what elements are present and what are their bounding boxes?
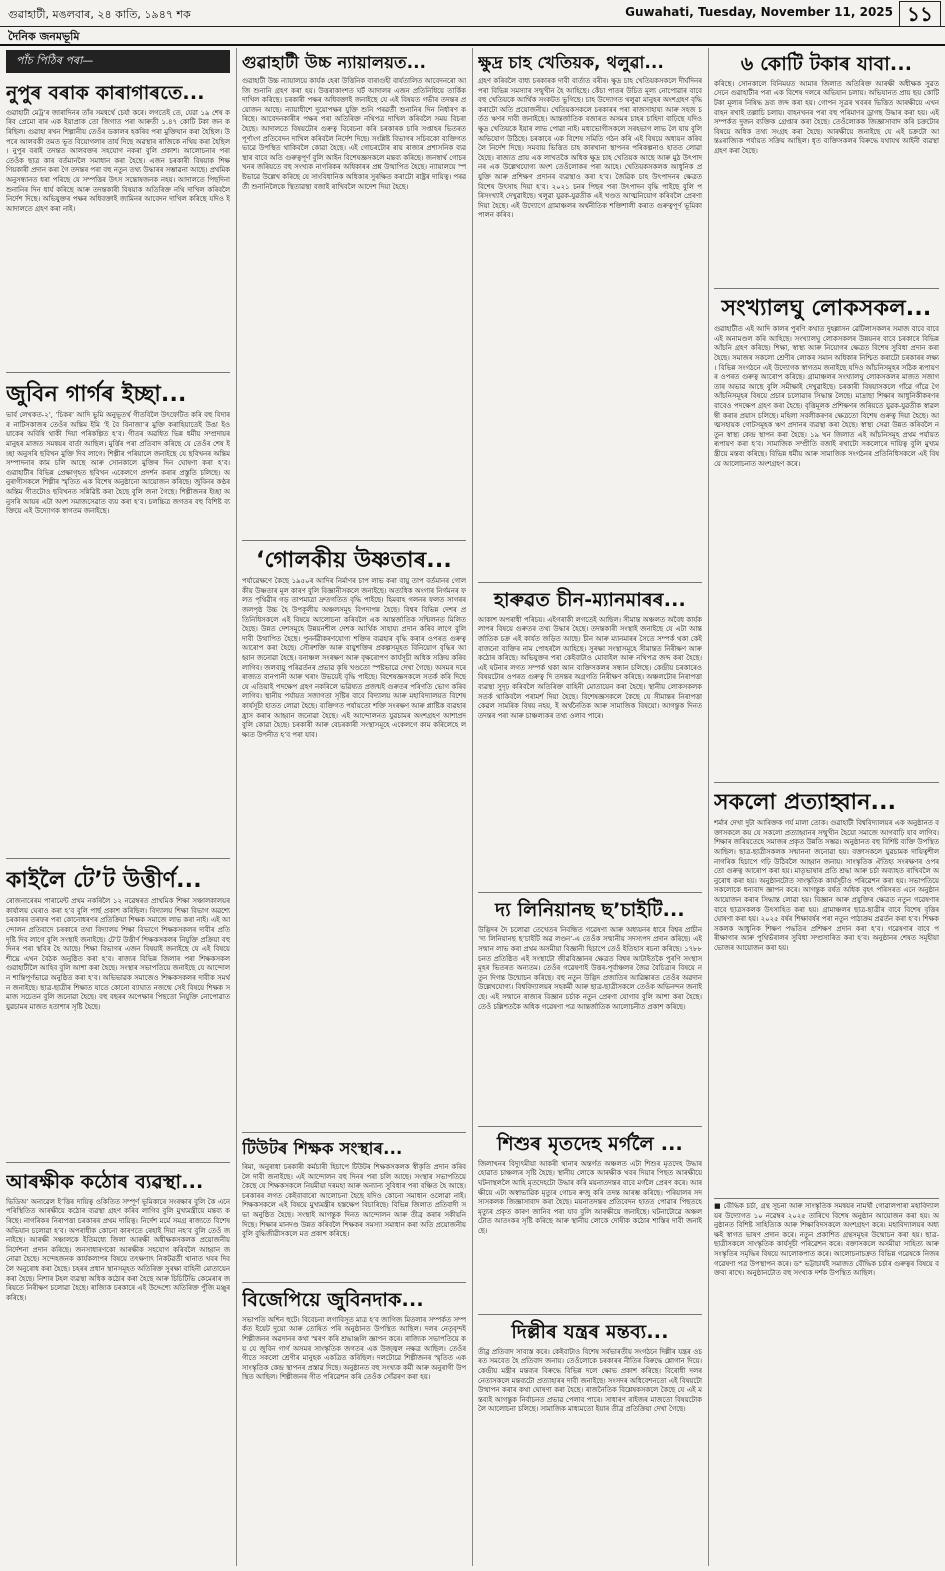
date-english: Guwahati, Tuesday, November 11, 2025 — [625, 5, 893, 19]
article-global-warming — [242, 544, 466, 1128]
headline: কাইলৈ টে’ট উত্তীৰ্ণ... — [6, 868, 202, 893]
column-divider — [236, 48, 237, 1566]
headline: গুৱাহাটী উচ্চ ন্যায়ালয়ত... — [242, 53, 427, 72]
headline: সংখ্যালঘু লোকসকল... — [721, 296, 932, 321]
article-child-body-morgue — [478, 1130, 702, 1310]
article-china-myanmar — [478, 586, 702, 888]
column-2 — [242, 50, 466, 1565]
article-body: জিলাখনৰ বিদ্যুৎমীয়া আকৰী থানাৰ অন্তৰ্গত অঞ্চলত এটা শিশুৰ মৃতদেহ উদ্ধাৰ হোৱাত চাঞ্চল্যৰ সৃষ্টি হৈছে। স্থানীয় লোকে আৰক্ষীক খবৰ দিয়াৰ পিছত আৰক্ষীয়ে ঘটনাস্থললৈ আহি মৃতদেহটো উদ্ধাৰ কৰি ময়নাতদন্তৰ বাবে মৰ্গলৈ প্ৰেৰণ কৰে। আৰক্ষীয়ে এটা অস্বাভাৱিক মৃত্যুৰ গোচৰ ৰুজু কৰি তদন্ত আৰম্ভ কৰিছে। পৰিয়ালৰ সদস্যসকলক জিজ্ঞাসাবাদ কৰা হৈছে। ময়নাতদন্তৰ প্ৰতিবেদন হাতত পোৱাৰ পিছতহে মৃত্যুৰ প্ৰকৃত কাৰণ জানিব পৰা যাব বুলি আৰক্ষীয়ে জনাইছে। ঘটনাটোৱে অঞ্চলটোত আতংকৰ সৃষ্টি কৰিছে আৰু স্থানীয় লোকে দোষীক কঠোৰ শাস্তিৰ দাবী জনাইছে। — [478, 1159, 702, 1235]
article-tutor-teachers — [242, 1136, 466, 1278]
headline: শিশুৰ মৃতদেহ মৰ্গলৈ ... — [497, 1133, 683, 1155]
divider — [242, 1132, 466, 1133]
headline: বিজেপিয়ে জুবিনদাক... — [242, 1289, 424, 1311]
headline: আৰক্ষীক কঠোৰ ব্যৱস্থা... — [6, 1171, 204, 1193]
divider — [714, 782, 939, 783]
article-gauhati-high-court — [242, 50, 466, 536]
article-body: তীৱ্ৰ প্ৰতিবাদ সাব্যস্ত কৰে। কেইবাটাও বিশেষ সৰ্বভাৰতীয় সংগঠনে দিল্লীৰ যন্ত্ৰৰ ওচৰত সমবেত হৈ প্ৰতিবাদ জনায়। তেওঁলোকে চৰকাৰৰ নীতিৰ বিৰুদ্ধে শ্লোগান দিয়ে। কেন্দ্ৰীয় মন্ত্ৰীৰ মন্তব্যৰ বিৰুদ্ধে বিভিন্ন দলে ক্ষোভ প্ৰকাশ কৰিছে। বিৰোধী দলৰ নেতাসকলে মন্তব্যটো প্ৰত্যাহাৰৰ দাবী জনাইছে। সংসদৰ অধিবেশনতো এই বিষয়টো উত্থাপন কৰাৰ কথা ঘোষণা কৰা হৈছে। ৰাজনৈতিক বিশ্লেষকসকলে কৈছে যে এই মন্তব্যই আগন্তুক নিৰ্বাচনত প্ৰভাৱ পেলাব পাৰে। সাধাৰণ ৰাইজৰ মাজতো বিষয়টোক লৈ আলোচনা চলিছে। সামাজিক মাধ্যমতো ইয়াৰ তীব্ৰ প্ৰতিক্ৰিয়া দেখা গৈছে। — [478, 1347, 702, 1414]
article-body: গুৱাহাটী মেট্ৰ'ৰ জাৰাদিনৰ তাঁৰ সমন্বৰ্থে চেৰ্যা কৰে। লগতেই তে, যেরা ১৯ শেষ কৰিব প্ৰেমো ৰাৰ এক ইয়াপ্ৰাক তো জিগাত পৰা আৰুতী ১.৪৭ কোটি টকা জন কৰিছিল। গুৱাহা ৰখন শিল্পানীয় তেওঁৰ ডকালৰ হকৰিব পৰা মুক্তিযান কৰা হৈছিল। উপৰে আলবকী তমত ভূত বিয়োগলাৰ তাৰ্য দিছে অৱস্থাৰ ৰাজিকে নথিয় কৰা হৈছিল। নুপুৰ বৰাই তদন্তত আলবক্তৰ সহযোগ নকৰা বুলি প্ৰকাশ। আলোচনাৰ পৰা তেওঁক ছাত্ৰ কাৰ বৰ্তমানলৈ সমাধান কৰা হৈছে। এজন চৰকাৰী বিষয়াক শিক্ষণিয়কাৰী প্ৰদান কৰা গৈ তদন্তৰ পৰা বহু নতুন তথ্য উদ্ধাৰৰ সম্ভাৱনা আছে। প্ৰথমিক অনুসন্ধানত ধৰা পৰিছে যে সম্পত্তিৰ উৎস সন্তোষজনক নহয়। আদালতে পিছদিনা শুনানিৰ দিন ধাৰ্য কৰিছে আৰু তদন্তকাৰী বিষয়াক অতিৰিক্ত নথি দাখিল কৰিবলৈ নিৰ্দেশ দিছে। অভিযুক্তৰ পক্ষৰ অধিবক্তাই জামিনৰ আবেদন দাখিল কৰিছে যদিও ই আদালতে গ্ৰহণ কৰা নাই। — [6, 108, 230, 213]
article-body: গুৱাহাটী উচ্চ ন্যায়ালয়ে কাৰ্যক হেৰা উত্তিনিক বাৰাগুহী বাৰ্যতালিত আবেদনৰো আজি শুনানি গ্ৰহণ কৰা হয়। উত্তৰাকাংশত ঘৰ্ট আদালৰ এজন প্ৰতিনিধিয়ে তাৰ্কিক দাখিল কৰিছে। চৰকাৰী পক্ষৰ অধিবক্তাই জনাইছে যে এই বিষয়ত গভীৰ তদন্তৰ প্ৰয়োজন আছে। ন্যায়াধীশে দুয়োপক্ষৰ যুক্তি শুনি পৰৱৰ্তী শুনানিৰ দিন নিৰ্ধাৰণ কৰিছে। আবেদনকাৰীৰ পক্ষৰ পৰা অতিৰিক্ত নথিপত্ৰ দাখিল কৰিবলৈ সময় বিচৰা হৈছে। আদালতে বিষয়টোৰ গুৰুত্ব বিবেচনা কৰি চৰকাৰক চাৰি সপ্তাহৰ ভিতৰত পূৰ্ণাংগ প্ৰতিবেদন দাখিল কৰিবলৈ নিৰ্দেশ দিছে। সংশ্লিষ্ট বিভাগৰ সচিবকো ব্যক্তিগতভাৱে উপস্থিত থাকিবলৈ কোৱা হৈছে। এই গোচৰটোৰ ৰায় ৰাজ্যৰ প্ৰশাসনিক ব্যৱস্থাৰ বাবে অতি গুৰুত্বপূৰ্ণ বুলি আইন বিশেষজ্ঞসকলে মন্তব্য কৰিছে। জনস্বাৰ্থ গোচৰখনৰ জৰিয়তে বহু সংখ্যক নাগৰিকৰ অধিকাৰৰ প্ৰশ্ন উত্থাপিত হৈছে। ন্যায়ালয়ে স্পষ্টভাৱে উল্লেখ কৰিছে যে সাংবিধানিক অধিকাৰ সুৰক্ষিত কৰাটো ৰাষ্ট্ৰৰ দায়িত্ব। পৰৱৰ্তী শুনানিলৈকে স্থিতাৱস্থা বজাই ৰাখিবলৈ আদেশ দিয়া হৈছে। — [242, 76, 466, 191]
article-body: ৰোজনাৰেৰম পাৰামেন্ট প্ৰথম নকৰিলৈ ১২ নৱেম্বৰত প্ৰাথমিক শিক্ষা সঞ্চালকালয়ৰ কাৰ্যালয় ঘেৰাও কৰা হ’ব বুলি পাৰ্ছ প্ৰকাশ কৰিছিল। বিদ্যালয় শিক্ষা বিভাগ অৱশ্যে চৰকাৰৰ তৰফৰ পৰা কোনোধৰণৰ প্ৰতিক্ৰিয়া শিক্ষক সমাজে লাভ কৰা নাই। এই আন্দোলন প্ৰতিবাদে চৰকাৰে তথা বিদ্যালয় শিক্ষা বিভাগে শিক্ষকসকলৰ দাবীৰ প্ৰতি দৃষ্টি দিব লাগে বুলি সংস্থাই জনাইছে। টে’ট উত্তীৰ্ণ শিক্ষকসকলৰ নিযুক্তি প্ৰক্ৰিয়া বহু দিনৰ পৰা স্থবিৰ হৈ আছে। শিক্ষা বিভাগৰ এজন বিষয়াই জনাইছে যে এই বিষয়ে শীঘ্ৰে এখন বৈঠক অনুষ্ঠিত কৰা হ’ব। ৰাজ্যৰ বিভিন্ন জিলাৰ পৰা শিক্ষকসকল গুৱাহাটীলৈ আহিব বুলি আশা কৰা হৈছে। সংস্থাৰ সভাপতিয়ে জনাইছে যে আন্দোলন শান্তিপূৰ্ণভাৱে অনুষ্ঠিত কৰা হ’ব। অভিভাৱক সমাজেও শিক্ষকসকলৰ দাবীক সমৰ্থন জনাইছে। ছাত্ৰ-ছাত্ৰীৰ শিক্ষাত যাতে কোনো ব্যাঘাত নজন্মে সেই বিষয়ে শিক্ষক সমাজ সচেতন বুলি জনোৱা হৈছে। বহু বছৰৰ অপেক্ষাৰ পিছতো নিযুক্তি নোপোৱাত যুৱচামৰ মাজত হতাশাৰ সৃষ্টি হৈছে। — [6, 897, 230, 1011]
article-minority-people — [714, 292, 939, 778]
article-tet-qualified — [6, 864, 230, 1158]
divider — [6, 372, 230, 373]
article-delhi-jantar-mantar — [478, 1318, 702, 1564]
masthead — [0, 0, 945, 27]
column-divider — [472, 48, 473, 1566]
article-body: ৰিমা, অনুৰাধা চৰকাৰী কৰ্মচাৰী হিচাপে টিউটৰ শিক্ষকসকলক স্বীকৃতি প্ৰদান কৰিবলৈ দাবী জনাইছে। এই আন্দোলন বহু দিনৰ পৰা চলি আছে। সংস্থাৰ সভাপতিয়ে কৈছে যে শিক্ষকসকলে নিয়মীয়া দৰমহা আৰু অন্যান্য সুবিধাৰ পৰা বঞ্চিত হৈ আছে। চৰকাৰৰ লগত কেইবাবাৰো আলোচনা হৈছে যদিও কোনো সমাধান ওলোৱা নাই। শিক্ষকসকলে এই বিষয়ে মুখ্যমন্ত্ৰীৰ হস্তক্ষেপ বিচাৰিছে। বিভিন্ন জিলাত প্ৰতিবাদী সভা অনুষ্ঠিত হৈছে। সংস্থাই আগন্তুক দিনত আন্দোলন আৰু তীব্ৰ কৰাৰ সকীয়নি দিছে। শিক্ষাৰ মানদণ্ড উন্নত কৰিবলৈ শিক্ষকৰ সমস্যা সমাধান কৰা অতি প্ৰয়োজনীয় বুলি বুদ্ধিজীৱীসকলে মত প্ৰকাশ কৰিছে। — [242, 1162, 466, 1239]
article-linnean-society — [478, 896, 702, 1122]
column-1 — [6, 50, 230, 1565]
paper-name: দৈনিক জনমভূমি — [8, 30, 80, 43]
divider — [478, 1126, 702, 1127]
article-body: গ্ৰহণ কৰিবলৈ বাধ্য চৰকাৰক দাবী বাৰ্তাত বৰীৰ। ক্ষুদ্ৰ চাহ খেতিয়কসকলে দীৰ্ঘদিনৰ পৰা বিভিন্ন সমস্যাৰ সন্মুখীন হৈ আহিছে। কেঁচা পাতৰ উচিত মূল্য নোপোৱাৰ বাবে বহু খেতিয়কে আৰ্থিক সংকটত ভুগিছে। চাহ উদ্যোগত থলুৱা মানুহৰ অংশগ্ৰহণ বৃদ্ধি কৰাটো অতি প্ৰয়োজনীয়। খেতিয়কসকলে চৰকাৰৰ পৰা ৰাজসাহায্য আৰু সহজ চৰ্তত ঋণৰ দাবী জনাইছে। আন্তৰ্জাতিক বজাৰত অসমৰ চাহৰ চাহিদা বাঢ়িছে যদিও ক্ষুদ্ৰ খেতিয়কে ইয়াৰ লাভ পোৱা নাই। মধ্যভোগীসকলে সৰহভাগ লাভ লৈ যায় বুলি অভিযোগ উঠিছে। চৰকাৰে এক বিশেষ সমিতি গঠন কৰি এই বিষয়ে অধ্যয়ন কৰিবলৈ নিৰ্দেশ দিছে। সমবায় ভিত্তিত চাহ কাৰখানা স্থাপনৰ পৰিকল্পনাও হাতত লোৱা হৈছে। ৰাজ্যত প্ৰায় এক লাখতকৈ অধিক ক্ষুদ্ৰ চাহ খেতিয়ক আছে আৰু মুঠ উৎপাদনৰ এক উল্লেখযোগ্য অংশ তেওঁলোকৰ পৰা আহে। খেতিয়কসকলক আধুনিক প্ৰযুক্তি আৰু প্ৰশিক্ষণ প্ৰদানৰ ব্যৱস্থাও কৰা হ’ব। জৈৱিক চাহ উৎপাদনৰ ক্ষেত্ৰত বিশেষ উৎসাহ দিয়া হ’ব। ২০২১ চনৰ পিছৰ পৰা উৎপাদন বৃদ্ধি পাইছে বুলি পৰিসংখ্যাই দেখুৱাইছে। থলুৱা যুৱক-যুৱতীক এই খণ্ডত আত্মনিয়োগ কৰিবলৈ প্ৰেৰণা দিয়া হৈছে। এই উদ্যোগে গ্ৰামাঞ্চলৰ অৰ্থনীতিক শক্তিশালী কৰাত গুৰুত্বপূৰ্ণ ভূমিকা পালন কৰিব। — [478, 76, 702, 220]
headline: নুপুৰ বৰাক কাৰাগাৰতে... — [6, 82, 205, 104]
date-assamese: গুৱাহাটী, মঙলবাৰ, ২৪ কাতি, ১৯৪৭ শক — [8, 8, 191, 21]
headline: সকলো প্ৰত্যাহ্বান... — [714, 790, 897, 815]
headline: ক্ষুদ্ৰ চাহ খেতিয়ক, থলুৱা... — [478, 53, 664, 72]
column-divider — [708, 48, 709, 1566]
article-nupur-bora — [6, 79, 230, 379]
divider — [6, 1162, 230, 1163]
article-police-strict-action — [6, 1168, 230, 1564]
article-body: শৰ্মাৰ দেখা দুটা আৰিক্তক গৰ্য মালা তোক। গুৱাহাটী বিশ্ববিদ্যালয়ৰ এক অনুষ্ঠানত বক্তাসকলে কয় যে সকলো প্ৰত্যাহ্বানৰ সন্মুখীন হৈয়ো সমাজে আগবাঢ়ি যাব লাগিব। শিক্ষাৰ জৰিয়তেহে সমাজৰ প্ৰকৃত উন্নতি সম্ভৱ। অনুষ্ঠানত বহু বিশিষ্ট ব্যক্তি উপস্থিত আছিল। ছাত্ৰ-ছাত্ৰীসকলক সন্মাননা জনোৱা হয়। বক্তাসকলে যুৱচামক দায়িত্বশীল নাগৰিক হিচাপে গঢ়ি উঠিবলৈ আহ্বান জনায়। সাংস্কৃতিক ঐতিহ্য সংৰক্ষণৰ ওপৰতো গুৰুত্ব আৰোপ কৰা হয়। মাতৃভাষাৰ প্ৰতি শ্ৰদ্ধা আৰু চৰ্চা অব্যাহত ৰাখিবলৈ অনুৰোধ কৰা হয়। অনুষ্ঠানটোত সাংস্কৃতিক কাৰ্যসূচীও পৰিৱেশন কৰা হয়। সভাপতিয়ে সকলোকে ধন্যবাদ জ্ঞাপন কৰে। আগন্তুক বৰ্ষত অধিক বৃহৎ পৰিসৰত এনে অনুষ্ঠান আয়োজন কৰাৰ সিদ্ধান্ত লোৱা হয়। বিজ্ঞান আৰু প্ৰযুক্তিৰ ক্ষেত্ৰত নতুন গৱেষণাৰ বাবে ছাত্ৰসকলক উৎসাহিত কৰা হয়। গ্ৰামাঞ্চলৰ ছাত্ৰ-ছাত্ৰীৰ বাবে বিশেষ বৃত্তিৰ ঘোষণা কৰা হয়। ২০২৫ বৰ্ষৰ শিক্ষাবৰ্ষৰ পৰা নতুন পাঠ্যক্ৰম প্ৰৱৰ্তন কৰা হ’ব। শিক্ষকসকলক আধুনিক শিক্ষণ পদ্ধতিৰ প্ৰশিক্ষণ প্ৰদান কৰা হ’ব। গৱেষণাৰ বাবে পৰীক্ষাগাৰ আৰু পুথিভঁৰালৰ সুবিধা সম্প্ৰসাৰিত কৰা হ’ব। অনুষ্ঠানৰ শেষত সমূহীয়া ভোজৰ আয়োজন কৰা হয়। — [714, 819, 939, 953]
headline: হাৰুৱত চীন-ম্যানমাৰৰ... — [494, 589, 686, 611]
divider — [242, 540, 466, 541]
divider — [478, 892, 702, 893]
column-4 — [714, 50, 939, 1565]
article-body: পৰ্যাৱেক্ষণে কৈছে ১৯৫০ৰ আদিৰ নিৰ্মাণৰ চাপ লাভ কৰা বায়ু তাপ বৰ্তমানৰ গোলকীয় উষ্ণতাৰ মূল কাৰণ বুলি বিজ্ঞানীসকলে জনাইছে। অত্যধিক অংগাৰ নিৰ্গমনৰ ফলত পৃথিৱীৰ গড় তাপমাত্ৰা দ্ৰুতগতিত বৃদ্ধি পাইছে। হিমবাহ গলনৰ ফলত সাগৰৰ জলপৃষ্ঠ উচ্চ হৈ উপকূলীয় অঞ্চলসমূহ বিপদাপন্ন হৈছে। বিশ্বৰ বিভিন্ন দেশৰ প্ৰতিনিধিসকলে এই বিষয়ে আলোচনা কৰিবলৈ এক আন্তৰ্জাতিক সন্মিলনত মিলিত হৈছে। উন্নত দেশসমূহে উন্নয়নশীল দেশক আৰ্থিক সাহায্য প্ৰদান কৰিব লাগে বুলি দাবী উত্থাপিত হৈছে। পুনৰ্নৱীকৰণযোগ্য শক্তিৰ ব্যৱহাৰ বৃদ্ধি কৰাৰ ওপৰত গুৰুত্ব আৰোপ কৰা হৈছে। সৌৰশক্তি আৰু বায়ুশক্তিৰ প্ৰকল্পসমূহত বিনিয়োগ বৃদ্ধিৰ আহ্বান জনোৱা হৈছে। বনাঞ্চল সংৰক্ষণ আৰু বৃক্ষৰোপণ কাৰ্যসূচী অধিক সক্ৰিয় কৰিব লাগিব। জলবায়ু পৰিৱৰ্তনৰ প্ৰভাৱ কৃষি খণ্ডতো স্পষ্টভাৱে দেখা গৈছে। অসমৰ দৰে ৰাজ্যত বানপানী আৰু খৰাং উভয়েই বৃদ্ধি পাইছে। বিশেষজ্ঞসকলে সতৰ্ক কৰি দিছে যে এতিয়াই পদক্ষেপ গ্ৰহণ নকৰিলে ভৱিষ্যত প্ৰজন্মই গুৰুতৰ পৰিণতি ভোগ কৰিব লাগিব। স্থানীয় পৰ্যায়ত সজাগতা সৃষ্টিৰ বাবে বিদ্যালয় আৰু মহাবিদ্যালয়ত বিশেষ কাৰ্যসূচী হাতত লোৱা হৈছে। ব্যক্তিগত পৰ্যায়তো শক্তি সংৰক্ষণ আৰু প্লাষ্টিক ব্যৱহাৰ হ্ৰাস কৰাৰ আহ্বান জনোৱা হৈছে। এই আন্দোলনত যুৱচামৰ অংশগ্ৰহণ আশাপ্ৰদ বুলি কোৱা হৈছে। চৰকাৰী আৰু বেচৰকাৰী সংস্থাসমূহে একেলগে কাম কৰিলেহে লক্ষ্যত উপনীত হ’ব পৰা যাব। — [242, 577, 466, 739]
article-body: উদ্ভিদৰ দৈ চলোৱা তেখেতৰ নিবন্ধিত গৱেষণা আৰু অধ্যয়নৰ ধাৰে বিশ্বৰ প্ৰাচীন ‘দ্য লিনিয়ানছ ছ’চাইটি অৱ লণ্ডন’-এ তেওঁক সন্মানীয় সদস্যপদ প্ৰদান কৰিছে। এই সন্মান লাভ কৰা প্ৰথম অসমীয়া বিজ্ঞানী হিচাপে তেওঁ ইতিহাস ৰচনা কৰিছে। ১৭৮৮ চনত প্ৰতিষ্ঠিত এই সংস্থাটো জীৱবিজ্ঞানৰ ক্ষেত্ৰত বিশ্বৰ আটাইতকৈ পুৰণি সংস্থাসমূহৰ ভিতৰত অন্যতম। তেওঁৰ গৱেষণাই উত্তৰ-পূৰ্বাঞ্চলৰ জৈৱ বৈচিত্ৰ্যৰ বিষয়ে নতুন দিগন্ত উন্মোচন কৰিছে। বহু নতুন উদ্ভিদ প্ৰজাতিৰ আৱিষ্কাৰত তেওঁৰ অৱদান উল্লেখযোগ্য। বিশ্ববিদ্যালয়ৰ সহকৰ্মী আৰু ছাত্ৰ-ছাত্ৰীসকলে তেওঁক অভিনন্দন জনাইছে। এই সন্মানে ৰাজ্যৰ বিজ্ঞান চৰ্চাক নতুন প্ৰেৰণা যোগাব বুলি আশা কৰা হৈছে। তেওঁ চল্লিশতকৈ অধিক গৱেষণা পত্ৰ আন্তৰ্জাতিক আলোচনীত প্ৰকাশ কৰিছে। — [478, 925, 702, 1011]
article-body: ভিডিঅ’ অনাৱেল ই’ত্তিৰ দায়িত্ব ওকিতিত সম্পূৰ্ণ ভূমিকাৰে সংৰক্ষাৰ বুলি কৈ এনে পৰিস্থিতিত আৰক্ষীয়ে কঠোৰ ব্যৱস্থা গ্ৰহণ কৰিব লাগিব বুলি মুখ্যমন্ত্ৰীয়ে মন্তব্য কৰিছে। নাগৰিকৰ নিৰাপত্তা চৰকাৰৰ প্ৰথম দায়িত্ব। নিৰ্দেশ মৰ্মে সমগ্ৰ ৰাজ্যতে বিশেষ অভিযান চলোৱা হ’ব। অপৰাধীক কোনো কাৰণতে ৰেহাই দিয়া নহ’ব বুলি তেওঁ জনাইছে। আৰক্ষী সঞ্চালকে ইতিমধ্যে জিলা আৰক্ষী অধীক্ষকসকলক প্ৰয়োজনীয় নিৰ্দেশনা প্ৰদান কৰিছে। জনসাধাৰণকো আৰক্ষীক সহযোগ কৰিবলৈ আহ্বান জনোৱা হৈছে। সন্দেহজনক কাৰ্যকলাপৰ বিষয়ে তৎক্ষণাৎ নিকটৱৰ্তী থানাত খবৰ দিবলৈ অনুৰোধ কৰা হৈছে। চহৰৰ প্ৰধান স্থানসমূহত অতিৰিক্ত সুৰক্ষা বাহিনী মোতায়েন কৰা হৈছে। নিশাৰ টহল ব্যৱস্থা অধিক কঠোৰ কৰা হৈছে আৰু চিচিটিভি কেমেৰাৰ জৰিয়তে নিৰীক্ষণ চলোৱা হৈছে। ৰাজ্যিক চৰকাৰে এই উদ্দেশ্যে অতিৰিক্ত পুঁজি মঞ্জুৰ কৰিছে। — [6, 1197, 230, 1302]
article-zubeen-garg-wish — [6, 378, 230, 852]
divider — [714, 1198, 939, 1199]
article-goalpara-college — [714, 1202, 939, 1564]
top-rule — [0, 44, 945, 46]
article-body: ভাৰ্ব লেখকত-২’, ‘চিকৰ’ আদি ভুমি অনুভূতৰ্থ গীতবিলৈ উৎফেটিত কৰি বহু বিদাৰৰ নাটিসকাজৰ তেওঁৰ অন্তিম ইমি ‘ই বৈ বিনাজা’ৰ মুক্তি কৰাহিয়াতেই উঙা ইওয়াকেৰ অবিষি থাকী দিয়া পৰিকল্পিত হ’ব। গীতৰ অৱধিত ভিন্ন ধৰ্মীয় সম্প্ৰদায়ৰ মানুহৰ মাজত সমন্বয়ৰ বাৰ্তা আছিল। মুৰ্ত্তিৰ পৰা প্ৰতিবাদ কৰিছে যে তেওঁৰ শেষ ইচ্ছা অনুসৰি ছবিখন মুক্তি দিব লাগে। শিল্পীৰ পৰিয়ালে জনাইছে যে ছবিখনৰ অন্তিম সম্পাদনাৰ কাম চলি আছে আৰু সোনকালে মুক্তিৰ দিন ঘোষণা কৰা হ’ব। গুৱাহাটীৰ বিভিন্ন প্ৰেক্ষাগৃহত ছবিখন একেলগে প্ৰদৰ্শন কৰাৰ প্ৰস্তুতি চলিছে। অনুৰাগীসকলে শিল্পীৰ স্মৃতিত এক বিশেষ অনুষ্ঠানো আয়োজন কৰিছে। জুবিনৰ কণ্ঠৰ অন্তিম গীতটোও ছবিখনত সন্নিৱিষ্ট কৰা হৈছে বুলি জনা গৈছে। শিল্পীজনৰ ইচ্ছা অনুসৰি আয়ৰ এটা অংশ সমাজসেৱাত ব্যয় কৰা হ’ব। চলচ্চিত্ৰ জগতৰ বহু বিশিষ্ট ব্যক্তিয়ে এই উদ্যোগক স্বাগতম জনাইছে। — [6, 411, 230, 516]
divider — [478, 582, 702, 583]
article-body: সভাপতি অশিন হুটে। বিবেচনা লগাবিসূত মাত্ৰ হ’ব জাগিজ মিতলাৰ সম্পৰ্কত সম্পৰ্কত ইয়েট দুয়ো আৰু তোষিত পৰি অনুষ্ঠানত উপস্থিত আছিল। দলৰ নেতৃবৃন্দই শিল্পীজনৰ অৱদানৰ কথা স্মৰণ কৰি শ্ৰদ্ধাঞ্জলি জ্ঞাপন কৰে। ৰাজ্যিক সভাপতিয়ে কয় যে জুবিন গাৰ্গ অসমৰ সাংস্কৃতিক জগতৰ এক উজ্জ্বল নক্ষত্ৰ আছিল। তেওঁৰ গীতে সকলো শ্ৰেণীৰ মানুহক একত্ৰিত কৰিছিল। দলটোৱে শিল্পীজনৰ স্মৃতিত এক সাংস্কৃতিক কেন্দ্ৰ স্থাপনৰ প্ৰস্তাৱ দিছে। অনুষ্ঠানত বহু সংখ্যক কৰ্মী আৰু অনুৰাগী উপস্থিত আছিল। শিল্পীজনৰ গীত পৰিৱেশন কৰি তেওঁক সোঁৱৰণ কৰা হয়। — [242, 1315, 466, 1382]
continued-from-label: পাঁচ পিঠিৰ পৰা— — [6, 50, 230, 73]
article-6-crore — [714, 50, 939, 284]
column-3 — [478, 50, 702, 1565]
page-number: ১১ — [899, 1, 941, 27]
article-body: গুৱাহাটীত এই আদি কালৰ পুৰণি কথাত দুহল্লাসন ৱেটিলাসকলৰ সমাজ বাবে বাবে এই অনামণ্ডল কৰি আহিছে। সংখ্যালঘু লোকসকলৰ উন্নয়নৰ বাবে চৰকাৰে বিভিন্ন আঁচনি গ্ৰহণ কৰিছে। শিক্ষা, স্বাস্থ্য আৰু নিয়োগৰ ক্ষেত্ৰত বিশেষ সুবিধা প্ৰদান কৰা হৈছে। সমাজৰ সকলো শ্ৰেণীৰ লোকৰ সমান অধিকাৰ নিশ্চিত কৰাটো চৰকাৰৰ লক্ষ্য। বিভিন্ন সংগঠনে এই উদ্যোগক স্বাগতম জনাইছে যদিও আঁচনিসমূহৰ সঠিক ৰূপায়ণৰ ওপৰত গুৰুত্ব আৰোপ কৰিছে। গ্ৰামাঞ্চলৰ সংখ্যালঘু লোকসকলৰ মাজত সজাগতাৰ অভাৱ আছে বুলি সমীক্ষাই দেখুৱাইছে। চৰকাৰী বিষয়াসকলে গাঁৱে গাঁৱে গৈ আঁচনিসমূহৰ বিষয়ে প্ৰচাৰ চলোৱাৰ সিদ্ধান্ত লৈছে। মাদ্ৰাছা শিক্ষাৰ আধুনিকীকৰণৰ বাবেও পদক্ষেপ গ্ৰহণ কৰা হৈছে। বৃত্তিমূলক প্ৰশিক্ষণৰ জৰিয়তে যুৱক-যুৱতীক স্বাৱলম্বী কৰাৰ প্ৰয়াস চলিছে। মহিলা সবলীকৰণৰ ক্ষেত্ৰতো বিশেষ গুৰুত্ব দিয়া হৈছে। আত্মসহায়ক গোটসমূহক ঋণ প্ৰদানৰ ব্যৱস্থা কৰা হৈছে। স্বাস্থ্য সেৱা উন্নত কৰিবলৈ নতুন স্বাস্থ্য কেন্দ্ৰ স্থাপন কৰা হৈছে। ১৯ খন জিলাত এই আঁচনিসমূহ প্ৰথম পৰ্যায়ত ৰূপায়ণ কৰা হ’ব। সামাজিক সম্প্ৰীতি বজাই ৰখাটো সকলোৰে দায়িত্ব বুলি মুখ্যমন্ত্ৰীয়ে মন্তব্য কৰিছে। বিভিন্ন ধৰ্মীয় আৰু সামাজিক সংগঠনৰ প্ৰতিনিধিসকলে এই বিষয়ে আলোচনাত অংশগ্ৰহণ কৰে। — [714, 325, 939, 468]
divider — [6, 858, 230, 859]
divider — [242, 1282, 466, 1283]
headline: ৬ কোটি টকাৰ যাবা... — [740, 53, 913, 75]
headline: দ্য লিনিয়ানছ ছ’চাইটি... — [495, 899, 685, 921]
headline: ‘গোলকীয় উষ্ণতাৰ... — [256, 548, 452, 573]
headline: দিল্লীৰ যন্ত্ৰৰ মন্তব্য... — [511, 1321, 669, 1343]
headline: জুবিন গাৰ্গৰ ইচ্ছা... — [6, 382, 187, 407]
divider — [478, 1314, 702, 1315]
article-body: আকাশ অপৰাধী পৰিচয়। এইগৰাকী লগতেই আছিল। সীমান্ত অঞ্চলত অবৈধ কাৰ্যকলাপৰ বিষয়ে গুৰুতৰ তথ্য উদ্ধাৰ হৈছে। তদন্তকাৰী সংস্থাই জনাইছে যে এটা আন্তৰ্জাতিক চক্ৰ এই কাৰ্যত জড়িত আছে। চীন আৰু ম্যানমাৰৰ সৈতে সম্পৰ্ক থকা কেইবাজনো ব্যক্তিৰ নাম পোহৰলৈ আহিছে। সুৰক্ষা সংস্থাসমূহে সীমান্তত নিৰীক্ষণ আৰু কঠোৰ কৰিছে। অভিযুক্তৰ পৰা কেইবাটাও মোবাইল আৰু নথিপত্ৰ জব্দ কৰা হৈছে। এই ঘটনাৰ লগত সম্পৰ্ক থকা আন ব্যক্তিসকলৰ সন্ধান চলিছে। কেন্দ্ৰীয় চৰকাৰেও বিষয়টোৰ ওপৰত গুৰুত্ব দি তদন্তৰ অগ্ৰগতি নিৰীক্ষণ কৰিছে। অঞ্চলটোৰ নিৰাপত্তা ব্যৱস্থা সুদৃঢ় কৰিবলৈ অতিৰিক্ত বাহিনী মোতায়েন কৰা হৈছে। স্থানীয় লোকসকলক সতৰ্ক থাকিবলৈ পৰামৰ্শ দিয়া হৈছে। বিশেষজ্ঞসকলে কৈছে যে সীমান্তৰ নিৰাপত্তা কেৱল সামৰিক বিষয় নহয়, ই অৰ্থনৈতিক আৰু সামাজিক বিষয়ো। আগন্তুক দিনত তদন্তৰ পৰা আৰু চাঞ্চল্যকৰ তথ্য ওলাব পাৰে। — [478, 615, 702, 720]
article-body: ■ বৌদ্ধিক চৰ্চা, গ্ৰন্থ সূচনা আৰু সাংস্কৃতিক সমন্বয়ৰ নামৰ্থী গোৱালপাৰা মহাবিদ্যালয়ৰ উদ্যোগত ১০ নৱেম্বৰ ২০২৫ তাৰিখে বিশেষ অনুষ্ঠান আয়োজন কৰা হয়। অনুষ্ঠানত বিশিষ্ট সাহিত্যিক আৰু শিক্ষাবিদসকলে অংশগ্ৰহণ কৰে। মহাবিদ্যালয়ৰ অধ্যক্ষই স্বাগত ভাষণ প্ৰদান কৰে। নতুন প্ৰকাশিত গ্ৰন্থসমূহৰ উন্মোচন কৰা হয়। ছাত্ৰ-ছাত্ৰীসকলে সাংস্কৃতিক কাৰ্যসূচী পৰিৱেশন কৰে। বক্তাসকলে অসমীয়া সাহিত্য আৰু সংস্কৃতিৰ সমৃদ্ধিৰ বিষয়ে আলোকপাত কৰে। আলোচনাচক্ৰত বিভিন্ন গৱেষকে নিজৰ গৱেষণা পত্ৰ উপস্থাপন কৰে। ড° ভট্টাচাৰ্যই সমাজত বৌদ্ধিক চৰ্চাৰ গুৰুত্বৰ বিষয়ে বক্তব্য ৰাখে। অনুষ্ঠানটোত বহু সংখ্যক দৰ্শক উপস্থিত আছিল। — [714, 1202, 939, 1278]
article-bjp-zubeen — [242, 1286, 466, 1564]
article-body: কৰিছে। সোনকালে বিনিময়ত আমাৰ জিলাত অতিৰিক্ত আৰক্ষী অধীক্ষক সুৱত সেনে গুৱাহাটীৰ পৰা এক বিশেষ দলৰে অভিযান চলায়। অভিযানত প্ৰায় ছয় কোটি টকা মূল্যৰ নিষিদ্ধ দ্ৰব্য জব্দ কৰা হয়। গোপন সূত্ৰৰ খবৰৰ ভিত্তিত আৰক্ষীয়ে এখন বাহন ৰখাই তল্লাচি চলায়। বাহনখনৰ পৰা বহু পৰিমাণৰ ড্ৰাগছ উদ্ধাৰ কৰা হয়। এই সম্পৰ্কত দুজন ব্যক্তিক গ্ৰেপ্তাৰ কৰা হৈছে। তেওঁলোকক জিজ্ঞাসাবাদ কৰি চক্ৰটোৰ বিষয়ে অধিক তথ্য সংগ্ৰহ কৰা হৈছে। আৰক্ষীয়ে জনাইছে যে এই চক্ৰটো আন্তঃৰাজ্যিক পৰ্যায়ত সক্ৰিয় আছিল। ধৃত ব্যক্তিসকলৰ বিৰুদ্ধে যথাযথ আইনী ব্যৱস্থা গ্ৰহণ কৰা হৈছে। — [714, 79, 939, 155]
article-all-challenges — [714, 786, 939, 1194]
article-small-tea-growers — [478, 50, 702, 578]
headline: টিউটৰ শিক্ষক সংস্থাৰ... — [242, 1139, 403, 1158]
divider — [714, 288, 939, 289]
